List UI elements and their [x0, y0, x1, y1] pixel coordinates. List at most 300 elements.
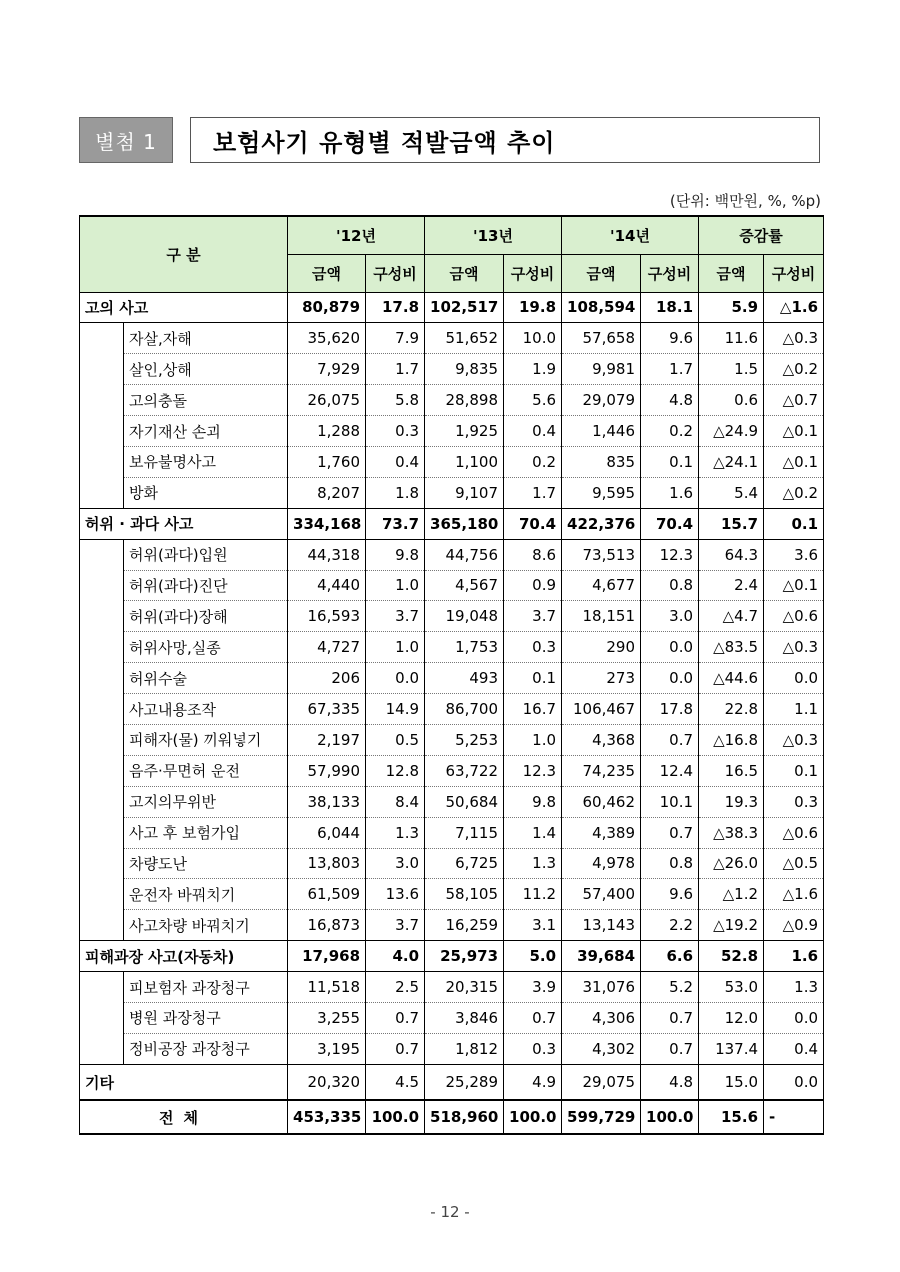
value-cell: 1,446 [562, 416, 641, 447]
value-cell: 12.8 [366, 755, 425, 786]
value-cell: 15.7 [699, 508, 764, 539]
value-cell: 1,760 [288, 446, 366, 477]
value-cell: 5.0 [504, 941, 562, 972]
value-cell: 2.2 [641, 910, 699, 941]
value-cell: 5,253 [425, 724, 504, 755]
value-cell: 57,658 [562, 323, 641, 354]
value-cell: 16,873 [288, 910, 366, 941]
value-cell: - [764, 1100, 824, 1134]
page-number: - 12 - [430, 1203, 470, 1221]
row-label: 음주·무면허 운전 [124, 755, 288, 786]
row-label: 자살,자해 [124, 323, 288, 354]
value-cell: 10.0 [504, 323, 562, 354]
value-cell: 0.2 [641, 416, 699, 447]
value-cell: 599,729 [562, 1100, 641, 1134]
value-cell: 12.0 [699, 1002, 764, 1033]
value-cell: 29,075 [562, 1064, 641, 1100]
value-cell: 39,684 [562, 941, 641, 972]
etc-label: 기타 [80, 1064, 288, 1100]
value-cell: 835 [562, 446, 641, 477]
value-cell: 86,700 [425, 694, 504, 725]
value-cell: 4,440 [288, 570, 366, 601]
value-cell: 1.4 [504, 817, 562, 848]
value-cell: 12.3 [641, 539, 699, 570]
row-label: 허위(과다)진단 [124, 570, 288, 601]
value-cell: 0.6 [699, 385, 764, 416]
value-cell: 1.7 [641, 354, 699, 385]
value-cell: △0.2 [764, 354, 824, 385]
value-cell: △24.1 [699, 446, 764, 477]
table-row [80, 1033, 824, 1064]
value-cell: 365,180 [425, 508, 504, 539]
indent-cell [80, 385, 124, 416]
value-cell: △0.3 [764, 323, 824, 354]
header-year: '14년 [562, 216, 699, 254]
value-cell: 9,981 [562, 354, 641, 385]
value-cell: 1.5 [699, 354, 764, 385]
unit-note: (단위: 백만원, %, %p) [669, 192, 821, 210]
value-cell: 16,593 [288, 601, 366, 632]
value-cell: 6,725 [425, 848, 504, 879]
value-cell: 3.7 [504, 601, 562, 632]
value-cell: 3,255 [288, 1002, 366, 1033]
value-cell: 17.8 [641, 694, 699, 725]
value-cell: 0.4 [764, 1033, 824, 1064]
value-cell: 53.0 [699, 972, 764, 1003]
value-cell: △26.0 [699, 848, 764, 879]
value-cell: 1,812 [425, 1033, 504, 1064]
table-row [80, 354, 824, 385]
value-cell: 31,076 [562, 972, 641, 1003]
value-cell: 1.0 [366, 632, 425, 663]
value-cell: 0.7 [641, 1033, 699, 1064]
value-cell: 273 [562, 663, 641, 694]
value-cell: 4.0 [366, 941, 425, 972]
value-cell: 0.0 [764, 663, 824, 694]
value-cell: 453,335 [288, 1100, 366, 1134]
value-cell: 52.8 [699, 941, 764, 972]
table-row [80, 323, 824, 354]
value-cell: 9.8 [366, 539, 425, 570]
value-cell: 0.3 [366, 416, 425, 447]
value-cell: 19,048 [425, 601, 504, 632]
value-cell: 422,376 [562, 508, 641, 539]
value-cell: 0.3 [504, 1033, 562, 1064]
value-cell: △83.5 [699, 632, 764, 663]
value-cell: △0.3 [764, 632, 824, 663]
value-cell: 1.3 [366, 817, 425, 848]
indent-cell [80, 724, 124, 755]
value-cell: 4,677 [562, 570, 641, 601]
value-cell: 0.9 [504, 570, 562, 601]
table-row [80, 972, 824, 1003]
value-cell: 25,973 [425, 941, 504, 972]
value-cell: 7.9 [366, 323, 425, 354]
value-cell: 28,898 [425, 385, 504, 416]
table-row [80, 879, 824, 910]
value-cell: 2.5 [366, 972, 425, 1003]
etc-row [80, 1064, 824, 1100]
value-cell: 3.9 [504, 972, 562, 1003]
total-label: 전체 [80, 1100, 288, 1134]
value-cell: △0.6 [764, 817, 824, 848]
value-cell: 4.8 [641, 1064, 699, 1100]
table-row [80, 632, 824, 663]
value-cell: 1,288 [288, 416, 366, 447]
value-cell: △0.3 [764, 724, 824, 755]
value-cell: 0.4 [366, 446, 425, 477]
header-year: '12년 [288, 216, 425, 254]
value-cell: 4,978 [562, 848, 641, 879]
header-sub: 구성비 [764, 254, 824, 292]
group-row [80, 508, 824, 539]
indent-cell [80, 601, 124, 632]
indent-cell [80, 786, 124, 817]
value-cell: 57,990 [288, 755, 366, 786]
header-sub: 구성비 [504, 254, 562, 292]
indent-cell [80, 446, 124, 477]
table-row [80, 848, 824, 879]
value-cell: 108,594 [562, 292, 641, 323]
value-cell: 12.3 [504, 755, 562, 786]
value-cell: △0.9 [764, 910, 824, 941]
value-cell: 5.6 [504, 385, 562, 416]
value-cell: △1.2 [699, 879, 764, 910]
value-cell: 13.6 [366, 879, 425, 910]
value-cell: 4,389 [562, 817, 641, 848]
value-cell: 0.7 [366, 1033, 425, 1064]
value-cell: 1.6 [764, 941, 824, 972]
table-row [80, 446, 824, 477]
indent-cell [80, 663, 124, 694]
value-cell: 1.3 [764, 972, 824, 1003]
value-cell: △4.7 [699, 601, 764, 632]
value-cell: 0.2 [504, 446, 562, 477]
value-cell: 19.3 [699, 786, 764, 817]
table-body [80, 292, 824, 1134]
value-cell: 67,335 [288, 694, 366, 725]
value-cell: △0.1 [764, 446, 824, 477]
value-cell: 9.6 [641, 879, 699, 910]
value-cell: 0.0 [764, 1064, 824, 1100]
value-cell: 1.7 [504, 477, 562, 508]
fraud-amount-table [79, 215, 824, 1135]
value-cell: 9.8 [504, 786, 562, 817]
value-cell: 4,567 [425, 570, 504, 601]
value-cell: 4,727 [288, 632, 366, 663]
value-cell: 63,722 [425, 755, 504, 786]
value-cell: 2,197 [288, 724, 366, 755]
value-cell: 100.0 [504, 1100, 562, 1134]
header-change: 증감률 [699, 216, 824, 254]
value-cell: 290 [562, 632, 641, 663]
group-label: 피해과장 사고(자동차) [80, 941, 288, 972]
value-cell: 1,100 [425, 446, 504, 477]
indent-cell [80, 879, 124, 910]
value-cell: 18,151 [562, 601, 641, 632]
value-cell: 3.0 [641, 601, 699, 632]
value-cell: △38.3 [699, 817, 764, 848]
value-cell: 3,846 [425, 1002, 504, 1033]
value-cell: 58,105 [425, 879, 504, 910]
value-cell: 16.5 [699, 755, 764, 786]
value-cell: 14.9 [366, 694, 425, 725]
value-cell: 8.4 [366, 786, 425, 817]
value-cell: 15.6 [699, 1100, 764, 1134]
row-label: 피보험자 과장청구 [124, 972, 288, 1003]
value-cell: 0.4 [504, 416, 562, 447]
value-cell: 60,462 [562, 786, 641, 817]
header-sub: 금액 [288, 254, 366, 292]
value-cell: 38,133 [288, 786, 366, 817]
value-cell: 5.9 [699, 292, 764, 323]
value-cell: 80,879 [288, 292, 366, 323]
value-cell: 13,803 [288, 848, 366, 879]
value-cell: 0.0 [366, 663, 425, 694]
value-cell: 73.7 [366, 508, 425, 539]
value-cell: 4,306 [562, 1002, 641, 1033]
attachment-tag: 별첨 1 [79, 117, 173, 163]
indent-cell [80, 416, 124, 447]
indent-cell [80, 1033, 124, 1064]
row-label: 허위수술 [124, 663, 288, 694]
row-label: 병원 과장청구 [124, 1002, 288, 1033]
value-cell: 102,517 [425, 292, 504, 323]
header-sub: 금액 [425, 254, 504, 292]
row-label: 운전자 바꿔치기 [124, 879, 288, 910]
indent-cell [80, 477, 124, 508]
value-cell: 334,168 [288, 508, 366, 539]
value-cell: △24.9 [699, 416, 764, 447]
value-cell: △1.6 [764, 292, 824, 323]
value-cell: 12.4 [641, 755, 699, 786]
indent-cell [80, 323, 124, 354]
value-cell: △16.8 [699, 724, 764, 755]
value-cell: 100.0 [366, 1100, 425, 1134]
page-title: 보험사기 유형별 적발금액 추이 [190, 117, 820, 163]
value-cell: 44,756 [425, 539, 504, 570]
header-category: 구 분 [80, 216, 288, 292]
value-cell: 8,207 [288, 477, 366, 508]
value-cell: 70.4 [641, 508, 699, 539]
value-cell: 17,968 [288, 941, 366, 972]
value-cell: △1.6 [764, 879, 824, 910]
indent-cell [80, 817, 124, 848]
value-cell: 100.0 [641, 1100, 699, 1134]
value-cell: 22.8 [699, 694, 764, 725]
value-cell: 6.6 [641, 941, 699, 972]
value-cell: 1.9 [504, 354, 562, 385]
value-cell: △0.7 [764, 385, 824, 416]
value-cell: 5.8 [366, 385, 425, 416]
value-cell: 137.4 [699, 1033, 764, 1064]
value-cell: 5.2 [641, 972, 699, 1003]
value-cell: 11,518 [288, 972, 366, 1003]
value-cell: 0.5 [366, 724, 425, 755]
total-row [80, 1100, 824, 1134]
group-label: 허위 · 과다 사고 [80, 508, 288, 539]
value-cell: 16.7 [504, 694, 562, 725]
value-cell: 35,620 [288, 323, 366, 354]
value-cell: 6,044 [288, 817, 366, 848]
value-cell: 518,960 [425, 1100, 504, 1134]
value-cell: 106,467 [562, 694, 641, 725]
value-cell: 5.4 [699, 477, 764, 508]
value-cell: 0.0 [641, 632, 699, 663]
row-label: 차량도난 [124, 848, 288, 879]
value-cell: 0.8 [641, 570, 699, 601]
value-cell: 20,320 [288, 1064, 366, 1100]
value-cell: 4,368 [562, 724, 641, 755]
table-row [80, 539, 824, 570]
value-cell: 3.0 [366, 848, 425, 879]
row-label: 방화 [124, 477, 288, 508]
value-cell: 50,684 [425, 786, 504, 817]
value-cell: 1,753 [425, 632, 504, 663]
table-row [80, 786, 824, 817]
value-cell: 10.1 [641, 786, 699, 817]
value-cell: 0.1 [641, 446, 699, 477]
value-cell: 2.4 [699, 570, 764, 601]
table-row [80, 570, 824, 601]
value-cell: 26,075 [288, 385, 366, 416]
value-cell: 0.3 [764, 786, 824, 817]
value-cell: 1.1 [764, 694, 824, 725]
value-cell: 57,400 [562, 879, 641, 910]
value-cell: 0.7 [641, 724, 699, 755]
value-cell: 18.1 [641, 292, 699, 323]
value-cell: 3.1 [504, 910, 562, 941]
value-cell: 9,595 [562, 477, 641, 508]
value-cell: 1.0 [366, 570, 425, 601]
indent-cell [80, 1002, 124, 1033]
value-cell: 4,302 [562, 1033, 641, 1064]
value-cell: 0.1 [764, 508, 824, 539]
value-cell: 0.1 [504, 663, 562, 694]
row-label: 허위(과다)장해 [124, 601, 288, 632]
header-year: '13년 [425, 216, 562, 254]
value-cell: 3.7 [366, 910, 425, 941]
value-cell: △44.6 [699, 663, 764, 694]
value-cell: △0.6 [764, 601, 824, 632]
indent-cell [80, 354, 124, 385]
header-sub: 금액 [562, 254, 641, 292]
table-row [80, 910, 824, 941]
value-cell: △0.2 [764, 477, 824, 508]
table-row [80, 817, 824, 848]
value-cell: 8.6 [504, 539, 562, 570]
value-cell: 0.1 [764, 755, 824, 786]
indent-cell [80, 632, 124, 663]
row-label: 사고 후 보험가입 [124, 817, 288, 848]
value-cell: 4.5 [366, 1064, 425, 1100]
indent-cell [80, 910, 124, 941]
indent-cell [80, 972, 124, 1003]
row-label: 사고내용조작 [124, 694, 288, 725]
table-row [80, 416, 824, 447]
value-cell: 11.2 [504, 879, 562, 910]
value-cell: 9.6 [641, 323, 699, 354]
value-cell: 3,195 [288, 1033, 366, 1064]
indent-cell [80, 539, 124, 570]
value-cell: 25,289 [425, 1064, 504, 1100]
value-cell: 1.8 [366, 477, 425, 508]
value-cell: 9,835 [425, 354, 504, 385]
row-label: 정비공장 과장청구 [124, 1033, 288, 1064]
table-row [80, 724, 824, 755]
value-cell: 0.3 [504, 632, 562, 663]
value-cell: 11.6 [699, 323, 764, 354]
table-row [80, 477, 824, 508]
row-label: 허위(과다)입원 [124, 539, 288, 570]
value-cell: 493 [425, 663, 504, 694]
indent-cell [80, 570, 124, 601]
value-cell: △0.1 [764, 416, 824, 447]
value-cell: 74,235 [562, 755, 641, 786]
value-cell: 70.4 [504, 508, 562, 539]
value-cell: 1.0 [504, 724, 562, 755]
value-cell: 16,259 [425, 910, 504, 941]
group-row [80, 941, 824, 972]
group-row [80, 292, 824, 323]
value-cell: 64.3 [699, 539, 764, 570]
value-cell: 15.0 [699, 1064, 764, 1100]
value-cell: 61,509 [288, 879, 366, 910]
table-row [80, 601, 824, 632]
table-row [80, 1002, 824, 1033]
value-cell: 1.3 [504, 848, 562, 879]
row-label: 살인,상해 [124, 354, 288, 385]
value-cell: 29,079 [562, 385, 641, 416]
table-row [80, 663, 824, 694]
value-cell: 1.6 [641, 477, 699, 508]
value-cell: 19.8 [504, 292, 562, 323]
row-label: 허위사망,실종 [124, 632, 288, 663]
table-row [80, 385, 824, 416]
row-label: 고의충돌 [124, 385, 288, 416]
indent-cell [80, 755, 124, 786]
value-cell: 73,513 [562, 539, 641, 570]
header-sub: 금액 [699, 254, 764, 292]
row-label: 피해자(물) 끼워넣기 [124, 724, 288, 755]
table-row [80, 694, 824, 725]
row-label: 사고차량 바꿔치기 [124, 910, 288, 941]
row-label: 고지의무위반 [124, 786, 288, 817]
value-cell: 7,115 [425, 817, 504, 848]
value-cell: 1,925 [425, 416, 504, 447]
value-cell: 0.8 [641, 848, 699, 879]
header-sub: 구성비 [641, 254, 699, 292]
value-cell: 4.9 [504, 1064, 562, 1100]
value-cell: 9,107 [425, 477, 504, 508]
value-cell: △19.2 [699, 910, 764, 941]
value-cell: △0.5 [764, 848, 824, 879]
value-cell: 1.7 [366, 354, 425, 385]
value-cell: 3.6 [764, 539, 824, 570]
group-label: 고의 사고 [80, 292, 288, 323]
value-cell: 7,929 [288, 354, 366, 385]
row-label: 자기재산 손괴 [124, 416, 288, 447]
indent-cell [80, 848, 124, 879]
value-cell: 0.7 [641, 817, 699, 848]
value-cell: 20,315 [425, 972, 504, 1003]
value-cell: 4.8 [641, 385, 699, 416]
value-cell: 44,318 [288, 539, 366, 570]
value-cell: 0.0 [641, 663, 699, 694]
value-cell: 0.7 [504, 1002, 562, 1033]
value-cell: 0.0 [764, 1002, 824, 1033]
header-sub: 구성비 [366, 254, 425, 292]
